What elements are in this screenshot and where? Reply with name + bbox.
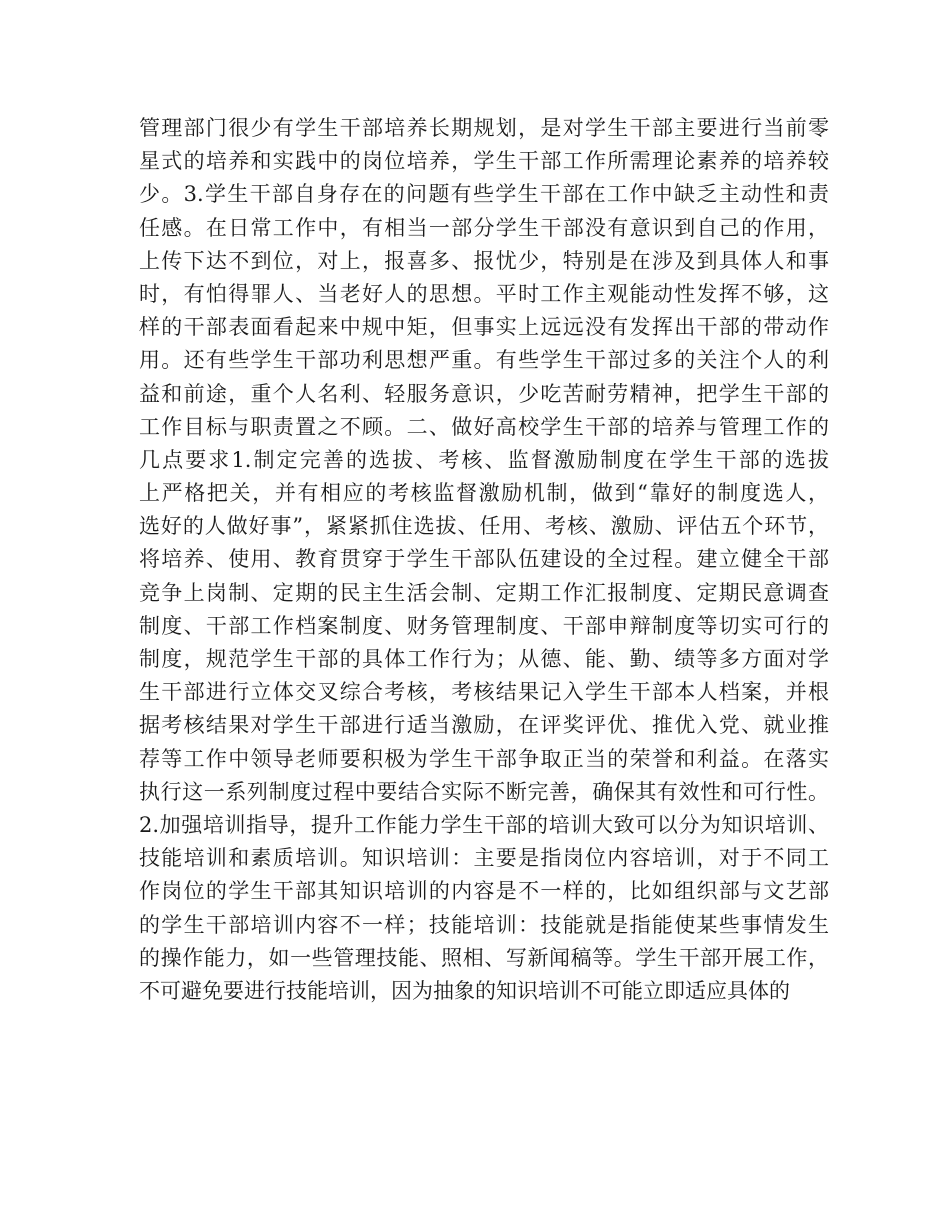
text-line: 时，有怕得罪人、当老好人的思想。平时工作主观能动性发挥不够，这 (139, 281, 829, 306)
text-line: 管理部门很少有学生干部培养长期规划，是对学生干部主要进行当前零 (139, 116, 829, 140)
text-line: 2.加强培训指导，提升工作能力学生干部的培训大致可以分为知识培训、 (139, 812, 829, 837)
text-line: 选好的人做好事”，紧紧抓住选拔、任用、考核、激励、评估五个环节， (139, 514, 829, 539)
text-line: 工作目标与职责置之不顾。二、做好高校学生干部的培养与管理工作的 (139, 414, 829, 439)
text-line: 将培养、使用、教育贯穿于学生干部队伍建设的全过程。建立健全干部 (139, 547, 829, 572)
text-line: 星式的培养和实践中的岗位培养，学生干部工作所需理论素养的培养较 (139, 149, 829, 174)
text-line: 竞争上岗制、定期的民主生活会制、定期工作汇报制度、定期民意调查 (139, 580, 829, 605)
text-line: 上严格把关，并有相应的考核监督激励机制，做到“靠好的制度选人， (139, 481, 829, 506)
text-line: 任感。在日常工作中，有相当一部分学生干部没有意识到自己的作用， (139, 215, 829, 240)
body-text (139, 112, 829, 1008)
text-line: 执行这一系列制度过程中要结合实际不断完善，确保其有效性和可行性。 (139, 779, 829, 804)
text-line: 用。还有些学生干部功利思想严重。有些学生干部过多的关注个人的利 (139, 348, 829, 373)
text-line: 荐等工作中领导老师要积极为学生干部争取正当的荣誉和利益。在落实 (139, 746, 829, 771)
text-line: 生干部进行立体交叉综合考核，考核结果记入学生干部本人档案，并根 (139, 680, 829, 705)
text-line: 少。3.学生干部自身存在的问题有些学生干部在工作中缺乏主动性和责 (139, 182, 829, 207)
text-line: 制度、干部工作档案制度、财务管理制度、干部申辩制度等切实可行的 (139, 613, 829, 638)
text-line: 样的干部表面看起来中规中矩，但事实上远远没有发挥出干部的带动作 (139, 315, 829, 340)
text-line: 的学生干部培训内容不一样；技能培训：技能就是指能使某些事情发生 (139, 912, 829, 937)
text-line: 上传下达不到位，对上，报喜多、报忧少，特别是在涉及到具体人和事 (139, 248, 829, 273)
text-line: 益和前途，重个人名利、轻服务意识，少吃苦耐劳精神，把学生干部的 (139, 381, 829, 406)
text-line: 几点要求1.制定完善的选拔、考核、监督激励制度在学生干部的选拔 (139, 447, 829, 472)
text-line: 制度，规范学生干部的具体工作行为；从德、能、勤、绩等多方面对学 (139, 647, 829, 671)
text-line: 据考核结果对学生干部进行适当激励，在评奖评优、推优入党、就业推 (139, 713, 829, 738)
text-line: 作岗位的学生干部其知识培训的内容是不一样的，比如组织部与文艺部 (139, 879, 829, 904)
text-line: 的操作能力，如一些管理技能、照相、写新闻稿等。学生干部开展工作， (139, 945, 829, 970)
text-line: 不可避免要进行技能培训，因为抽象的知识培训不可能立即适应具体的 (139, 978, 790, 1003)
text-line: 技能培训和素质培训。知识培训：主要是指岗位内容培训，对于不同工 (139, 846, 829, 871)
